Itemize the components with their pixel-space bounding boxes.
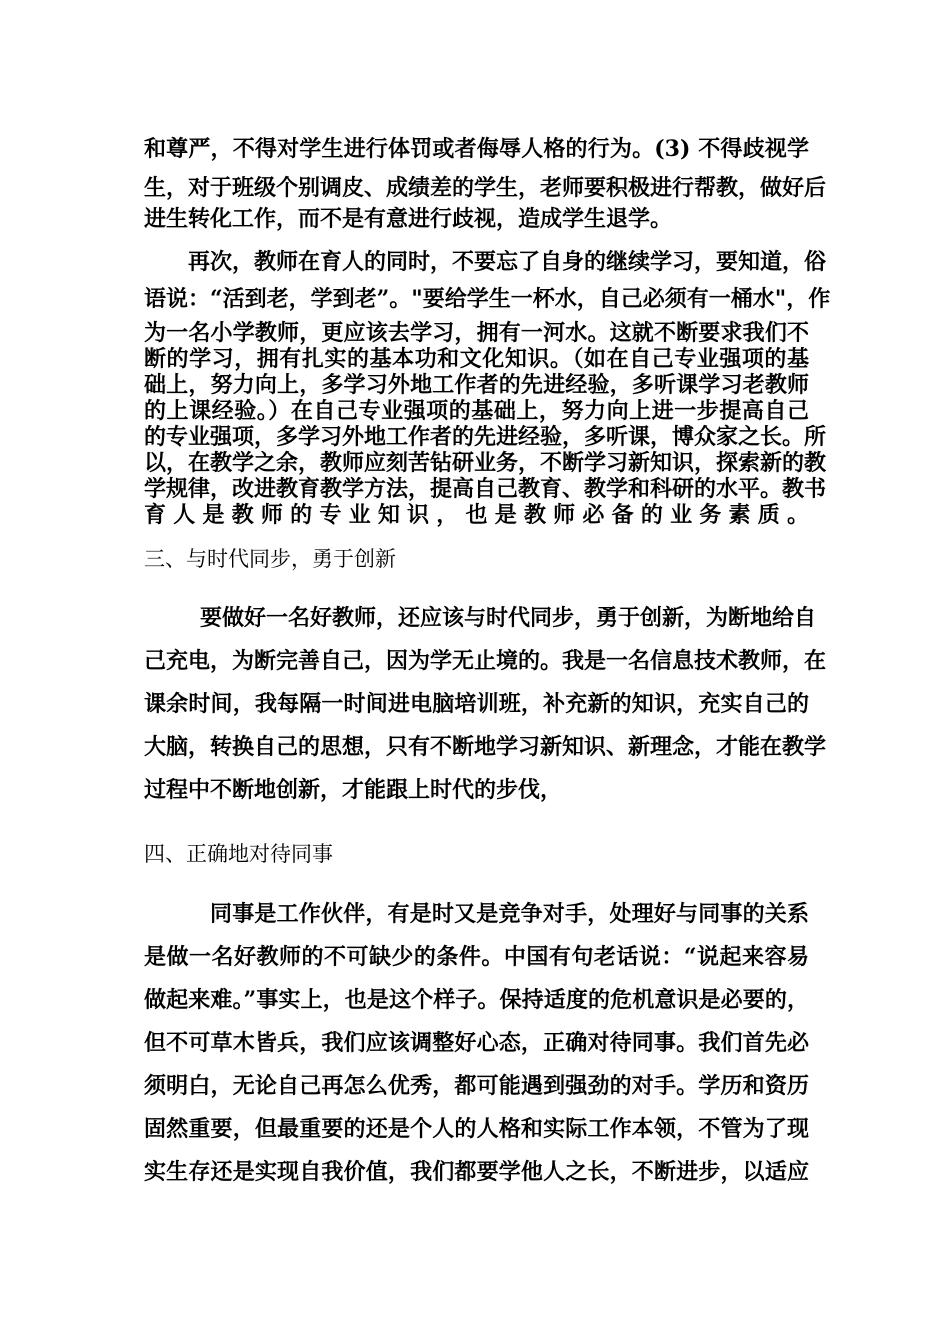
text-line: 实生存还是实现自我价值，我们都要学他人之长，不断进步，以适应 [144,1159,809,1185]
text-line: 以，在教学之余，教师应刻苦钻研业务，不断学习新知识，探索新的教 [144,450,827,476]
text-line: 大脑，转换自己的思想，只有不断地学习新知识、新理念，才能在教学 [144,734,827,760]
text-line: 做起来难。”事实上，也是这个样子。保持适度的危机意识是必要的， [144,987,809,1013]
section-heading-4: 四、正确地对待同事 [144,842,333,866]
text-line: 过程中不断地创新，才能跟上时代的步伐， [144,777,563,803]
text-line: 和尊严，不得对学生进行体罚或者侮辱人格的行为。(3) 不得歧视学 [144,136,809,162]
section-heading-3: 三、与时代同步，勇于创新 [144,547,396,571]
text-line: 己充电，为断完善自己，因为学无止境的。我是一名信息技术教师，在 [144,648,827,674]
text-line: 须明白，无论自己再怎么优秀，都可能遇到强劲的对手。学历和资历 [144,1073,809,1099]
text-line: 是做一名好教师的不可缺少的条件。中国有句老话说：“说起来容易 [144,944,809,970]
text-line: 的上课经验。）在自己专业强项的基础上，努力向上进一步提高自己 [144,398,809,424]
text-line: 要做好一名好教师，还应该与时代同步，勇于创新，为断地给自 [200,605,817,631]
text-line: 再次，教师在育人的同时，不要忘了自身的继续学习，要知道，俗 [188,249,827,275]
text-line: 进生转化工作，而不是有意进行歧视，造成学生退学。 [144,206,673,232]
text-line: 语说：“活到老，学到老”。"要给学生一杯水，自己必须有一桶水"，作 [144,286,831,312]
text-line: 同事是工作伙伴，有是时又是竞争对手，处理好与同事的关系 [210,901,809,927]
text-line: 为一名小学教师，更应该去学习，拥有一河水。这就不断要求我们不 [144,320,809,346]
text-line: 断的学习，拥有扎实的基本功和文化知识。（如在自己专业强项的基 [144,346,809,372]
text-line: 课余时间，我每隔一时间进电脑培训班，补充新的知识，充实自己的 [144,691,809,717]
text-line: 但不可草木皆兵，我们应该调整好心态，正确对待同事。我们首先必 [144,1030,809,1056]
text-line: 生，对于班级个别调皮、成绩差的学生，老师要积极进行帮教，做好后 [144,175,827,201]
text-line: 固然重要，但最重要的还是个人的人格和实际工作本领，不管为了现 [144,1116,809,1142]
text-line: 础上，努力向上，多学习外地工作者的先进经验，多听课学习老教师 [144,372,809,398]
text-line: 的专业强项，多学习外地工作者的先进经验，多听课，博众家之长。所 [144,424,827,450]
text-line: 学规律，改进教育教学方法，提高自己教育、教学和科研的水平。教书 [144,476,827,502]
text-line: 育人是教师的专业知识，也是教师必备的业务素质。 [144,502,809,528]
